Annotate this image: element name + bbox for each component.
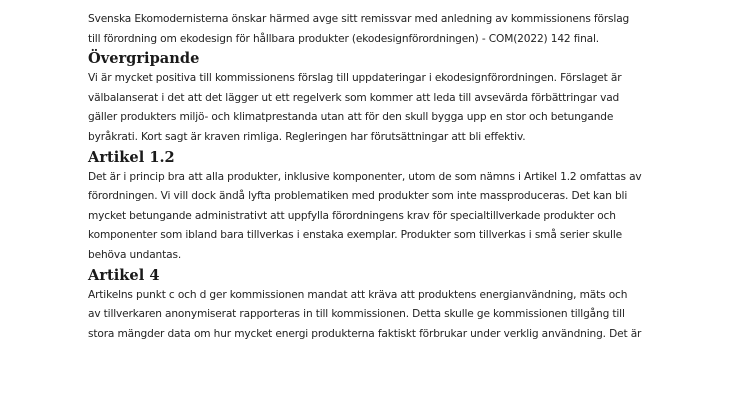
paragraph-line: Det är i princip bra att alla produkter, inklusive komponenter, utom de som nämns i Artikel 1.2 omfattas av (88, 170, 642, 183)
paragraph-line: Vi är mycket positiva till kommissionens förslag till uppdateringar i ekodesignförordningen. Förslaget är (88, 72, 622, 85)
paragraph-line: välbalanserat i det att det lägger ut ett regelverk som kommer att leda till avsevärda förbättringar vad (88, 91, 620, 104)
section-heading-artikel-4: Artikel 4 (88, 266, 160, 284)
paragraph-line: Svenska Ekomodernisterna önskar härmed avge sitt remissvar med anledning av kommissionens förslag (88, 13, 630, 25)
document-content (88, 10, 668, 344)
section-paragraph-artikel-1-2 (88, 168, 668, 266)
paragraph-line: av tillverkaren anonymiserat rapporteras in till kommissionen. Detta skulle ge kommissionen tillgång till (88, 308, 625, 321)
paragraph-line: mycket betungande administrativt att uppfylla förordningens krav för specialtillverkade produkter och (88, 209, 616, 222)
section-paragraph-artikel-4 (88, 286, 668, 345)
paragraph-line: till förordning om ekodesign för hållbara produkter (ekodesignförordningen) - COM(2022) 142 final. (88, 32, 600, 45)
paragraph-line: gäller produkters miljö- och klimatprestanda utan att för den skull bygga upp en stor och betungande (88, 111, 614, 124)
paragraph-line: behöva undantas. (88, 248, 182, 261)
paragraph-line: stora mängder data om hur mycket energi produkterna faktiskt förbrukar under verklig användning. Det är (88, 327, 642, 340)
section-paragraph-overgripande (88, 69, 668, 147)
paragraph-line: förordningen. Vi vill dock ändå lyfta problematiken med produkter som inte massproduceras. Det kan bli (88, 190, 628, 203)
intro-paragraph (88, 10, 668, 49)
paragraph-line: komponenter som ibland bara tillverkas i enstaka exemplar. Produkter som tillverkas i små serier skulle (88, 229, 622, 242)
section-heading-overgripande: Övergripande (88, 50, 200, 68)
paragraph-line: Artikelns punkt c och d ger kommissionen mandat att kräva att produktens energianvändning, mäts och (88, 288, 628, 301)
paragraph-line: byråkrati. Kort sagt är kraven rimliga. Regleringen har förutsättningar att bli effektiv. (88, 130, 526, 143)
section-heading-artikel-1-2: Artikel 1.2 (88, 148, 175, 166)
